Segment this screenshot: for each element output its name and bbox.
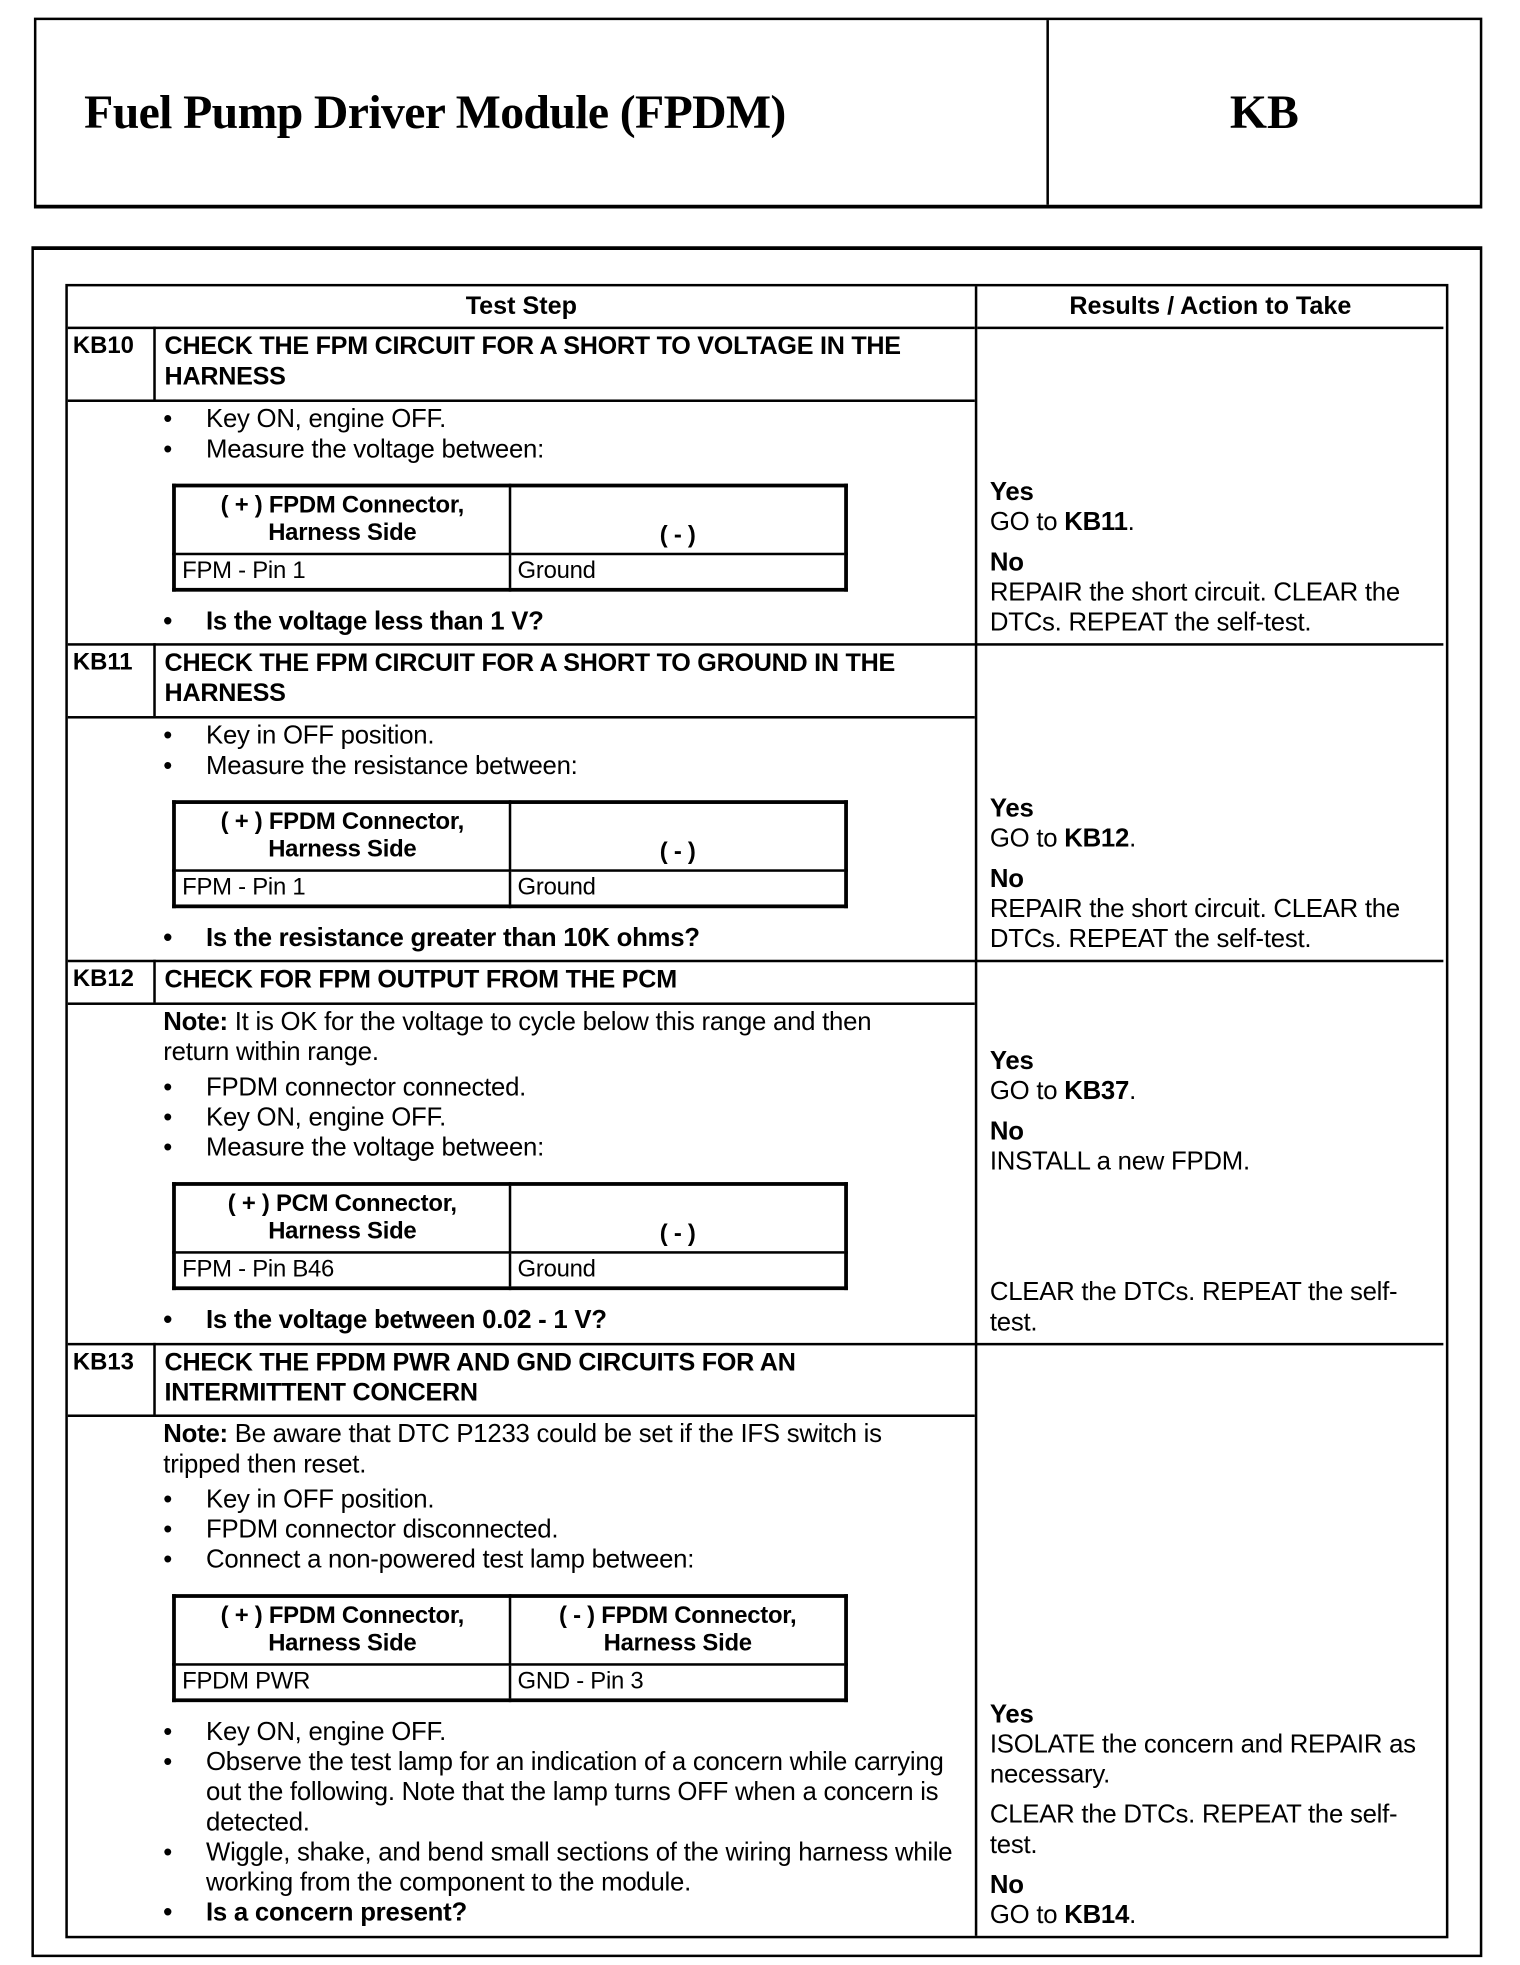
- step-id: KB10: [72, 332, 134, 360]
- measure-cell-positive: FPM - Pin 1: [174, 554, 510, 590]
- measure-cell-negative: Ground: [510, 1252, 846, 1288]
- bullet-icon: •: [163, 1545, 173, 1575]
- result-action: [990, 1077, 1442, 1107]
- step-body: [68, 1420, 975, 1929]
- measure-header-negative: ( - ) FPDM Connector, Harness Side: [510, 1596, 846, 1664]
- step-note: [68, 1420, 942, 1480]
- column-header-test-step: Test Step: [68, 286, 975, 329]
- measure-cell-negative: GND - Pin 3: [510, 1664, 846, 1700]
- result-text: GO to: [989, 507, 1065, 537]
- result-text: CLEAR the DTCs. REPEAT the self-test.: [989, 1277, 1398, 1337]
- section-code: KB: [1229, 86, 1299, 140]
- step-title: CHECK FOR FPM OUTPUT FROM THE PCM: [164, 966, 677, 994]
- bullet-icon: •: [163, 1837, 173, 1867]
- note-text: Be aware that DTC P1233 could be set if the IFS switch is tripped then reset.: [163, 1419, 882, 1479]
- bullet-item: [68, 1133, 960, 1163]
- measure-header-negative: ( - ): [510, 1184, 846, 1252]
- result-tail: .: [1129, 1076, 1136, 1106]
- measurement-table: [172, 1182, 848, 1290]
- result-label: Yes: [989, 793, 1034, 823]
- result-action: [990, 1147, 1442, 1177]
- column-header-results: Results / Action to Take: [977, 286, 1443, 329]
- result-action: [990, 1278, 1442, 1338]
- bullet-icon: •: [163, 1514, 173, 1544]
- bullet-icon: •: [163, 1072, 173, 1102]
- measure-cell-positive: FPDM PWR: [174, 1664, 510, 1700]
- bullet-text: Key in OFF position.: [206, 1484, 435, 1514]
- measurement-table: [172, 484, 848, 592]
- result-action: [990, 824, 1442, 854]
- bullet-icon: •: [163, 923, 173, 953]
- result-label: No: [989, 1870, 1024, 1900]
- step-body: [68, 404, 975, 636]
- result-label: Yes: [989, 1699, 1034, 1729]
- result-text: GO to: [989, 824, 1065, 853]
- bullet-icon: •: [163, 1747, 173, 1777]
- bullet-item: [68, 923, 960, 953]
- result-label: No: [989, 1116, 1024, 1146]
- bullet-text: Key ON, engine OFF.: [206, 404, 446, 434]
- result-text: CLEAR the DTCs. REPEAT the self-test.: [989, 1800, 1398, 1860]
- measure-header-positive: ( + ) FPDM Connector, Harness Side: [174, 802, 510, 870]
- note-text: It is OK for the voltage to cycle below this range and then return within range.: [163, 1007, 872, 1067]
- result-text: INSTALL a new FPDM.: [989, 1146, 1250, 1176]
- result-label: No: [989, 864, 1024, 894]
- bullet-icon: •: [163, 434, 173, 464]
- result-action: [990, 1800, 1442, 1860]
- step-title: CHECK THE FPDM PWR AND GND CIRCUITS FOR AN INTERMITTENT CONCERN: [164, 1349, 796, 1407]
- bullet-text: Key in OFF position.: [206, 721, 435, 750]
- results-cell: [990, 327, 1442, 644]
- step-body: [68, 1007, 975, 1335]
- bullet-text: FPDM connector connected.: [206, 1072, 527, 1102]
- bullet-item: [68, 1485, 960, 1515]
- bullet-icon: •: [163, 1305, 173, 1335]
- measure-header-positive: ( + ) FPDM Connector, Harness Side: [174, 486, 510, 554]
- measure-header-positive: ( + ) PCM Connector, Harness Side: [174, 1184, 510, 1252]
- step-id-divider: [153, 327, 156, 400]
- test-step-table: [65, 284, 1448, 1938]
- bullet-icon: •: [163, 721, 173, 750]
- page-header-box: [34, 18, 1482, 209]
- bullet-text: Is the resistance greater than 10K ohms?: [206, 923, 700, 953]
- bullet-text: FPDM connector disconnected.: [206, 1514, 559, 1544]
- bullet-item: [68, 1545, 960, 1575]
- bullet-item: [68, 1103, 960, 1133]
- bullet-item: [68, 1898, 960, 1928]
- bullet-text: Is a concern present?: [206, 1898, 467, 1928]
- bullet-text: Wiggle, shake, and bend small sections of the wiring harness while working from the component to the module.: [206, 1837, 953, 1897]
- bullet-item: [68, 435, 960, 465]
- result-step-link[interactable]: KB37: [1064, 1076, 1130, 1106]
- bullet-text: Measure the voltage between:: [206, 1133, 545, 1162]
- result-text: GO to: [989, 1900, 1065, 1930]
- result-tail: .: [1129, 824, 1136, 853]
- results-cell: [990, 960, 1442, 1343]
- result-step-link[interactable]: KB14: [1064, 1900, 1130, 1930]
- bullet-item: [68, 1747, 960, 1837]
- results-cell: [990, 1343, 1442, 1936]
- bullet-item: [68, 1515, 960, 1545]
- bullet-text: Connect a non-powered test lamp between:: [206, 1545, 695, 1575]
- bullet-text: Is the voltage less than 1 V?: [206, 606, 544, 636]
- step-title-separator: [68, 399, 975, 402]
- step-body: [68, 721, 975, 953]
- bullet-text: Measure the voltage between:: [206, 434, 545, 464]
- bullet-item: [68, 1305, 960, 1335]
- step-id-divider: [153, 960, 156, 1003]
- step-id-divider: [153, 1343, 156, 1415]
- measurement-table: [172, 800, 848, 908]
- note-label: Note:: [163, 1007, 228, 1037]
- bullet-item: [68, 404, 960, 434]
- bullet-icon: •: [163, 1484, 173, 1514]
- result-label: No: [989, 547, 1024, 577]
- result-action: [990, 578, 1442, 638]
- result-label: Yes: [989, 477, 1034, 507]
- step-title: CHECK THE FPM CIRCUIT FOR A SHORT TO VOLTAGE IN THE HARNESS: [164, 332, 901, 391]
- measure-cell-negative: Ground: [510, 871, 846, 907]
- bullet-item: [68, 607, 960, 637]
- page-title: Fuel Pump Driver Module (FPDM): [84, 86, 786, 140]
- measure-cell-positive: FPM - Pin 1: [174, 871, 510, 907]
- bullet-icon: •: [163, 606, 173, 636]
- result-label: Yes: [989, 1046, 1034, 1076]
- step-id: KB12: [72, 966, 134, 993]
- result-text: REPAIR the short circuit. CLEAR the DTCs. REPEAT the self-test.: [989, 894, 1400, 954]
- measure-cell-positive: FPM - Pin B46: [174, 1252, 510, 1288]
- bullet-text: Is the voltage between 0.02 - 1 V?: [206, 1305, 607, 1335]
- results-cell: [990, 643, 1442, 960]
- result-action: [990, 508, 1442, 538]
- bullet-item: [68, 1717, 960, 1747]
- step-title: CHECK THE FPM CIRCUIT FOR A SHORT TO GROUND IN THE HARNESS: [164, 649, 896, 708]
- result-action: [990, 1901, 1442, 1931]
- bullet-text: Key ON, engine OFF.: [206, 1717, 446, 1747]
- bullet-item: [68, 751, 960, 781]
- result-step-link[interactable]: KB12: [1064, 824, 1130, 853]
- result-action: [990, 1730, 1442, 1790]
- note-label: Note:: [163, 1419, 228, 1449]
- bullet-icon: •: [163, 1717, 173, 1747]
- column-divider: [975, 286, 978, 1935]
- measure-header-positive: ( + ) FPDM Connector, Harness Side: [174, 1596, 510, 1664]
- bullet-item: [68, 721, 960, 751]
- measure-cell-negative: Ground: [510, 554, 846, 590]
- bullet-text: Measure the resistance between:: [206, 751, 578, 781]
- result-tail: .: [1127, 507, 1135, 537]
- bullet-icon: •: [163, 1102, 173, 1132]
- step-id-divider: [153, 643, 156, 716]
- bullet-text: Observe the test lamp for an indication of a concern while carrying out the following. Note that the lamp turns OFF when a concern is detected.: [206, 1747, 944, 1837]
- bullet-icon: •: [163, 1133, 173, 1162]
- step-id: KB13: [72, 1349, 134, 1376]
- bullet-item: [68, 1073, 960, 1103]
- step-id: KB11: [72, 649, 133, 676]
- step-note: [68, 1007, 942, 1067]
- bullet-text: Key ON, engine OFF.: [206, 1102, 446, 1132]
- result-text: REPAIR the short circuit. CLEAR the DTCs. REPEAT the self-test.: [989, 577, 1400, 637]
- result-action: [990, 894, 1442, 954]
- bullet-item: [68, 1838, 960, 1898]
- bullet-icon: •: [163, 751, 173, 781]
- step-title-separator: [68, 1002, 975, 1005]
- result-text: GO to: [989, 1076, 1065, 1106]
- result-text: ISOLATE the concern and REPAIR as necessary.: [989, 1729, 1416, 1789]
- bullet-icon: •: [163, 404, 173, 434]
- result-step-link[interactable]: KB11: [1064, 507, 1128, 537]
- step-title-separator: [68, 1414, 975, 1417]
- measurement-table: [172, 1594, 848, 1702]
- measure-header-negative: ( - ): [510, 802, 846, 870]
- measure-header-negative: ( - ): [510, 486, 846, 554]
- step-title-separator: [68, 716, 975, 719]
- bullet-icon: •: [163, 1898, 173, 1928]
- result-tail: .: [1129, 1900, 1136, 1930]
